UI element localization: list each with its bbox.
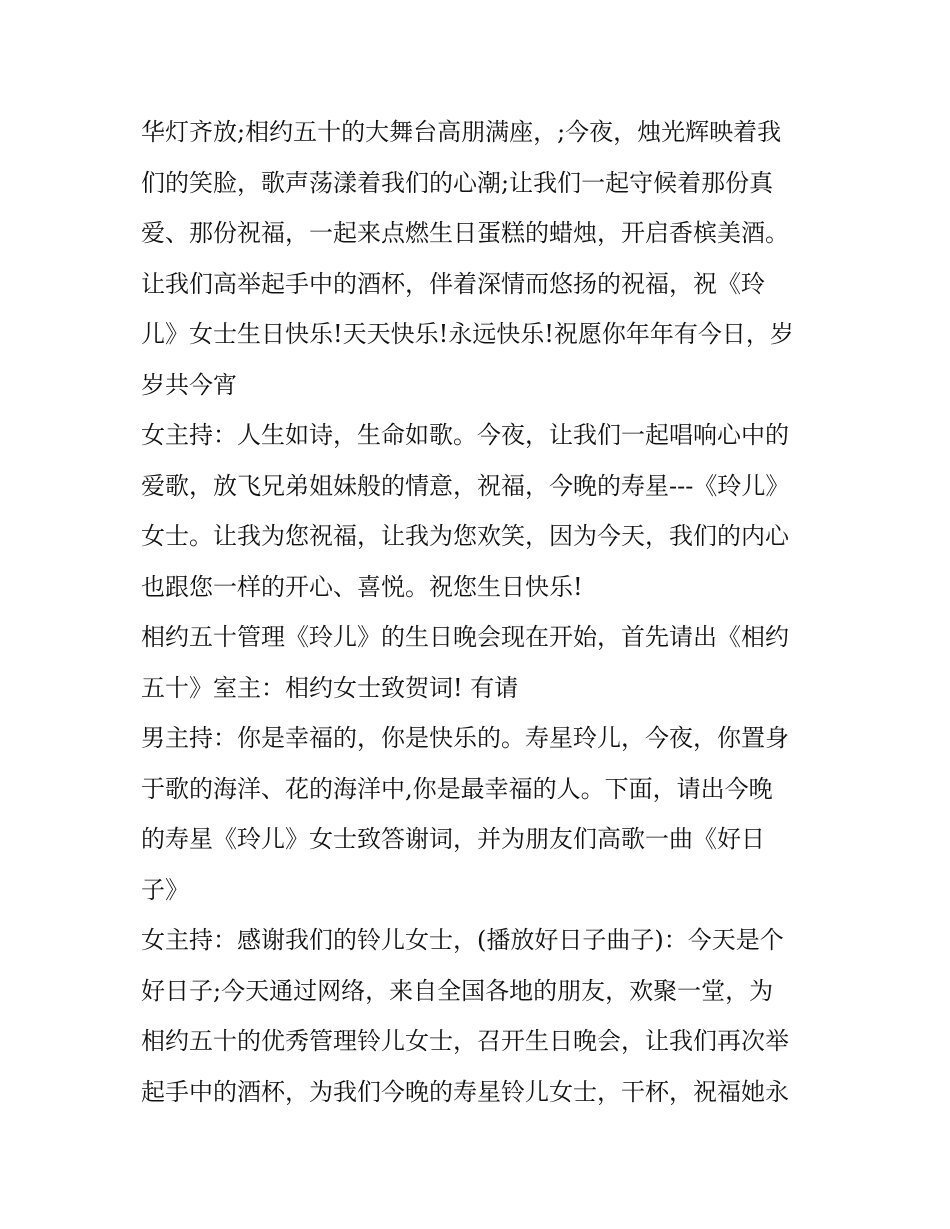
text-line: 们的笑脸，歌声荡漾着我们的心潮;让我们一起守候着那份真 — [141, 168, 774, 197]
text-line: 子》 — [141, 875, 189, 904]
text-line: 儿》女士生日快乐!天天快乐!永远快乐!祝愿你年年有今日，岁 — [141, 320, 794, 348]
text-line: 起手中的酒杯，为我们今晚的寿星铃儿女士，干杯，祝福她永 — [141, 1077, 789, 1106]
text-line: 华灯齐放;相约五十的大舞台高朋满座，;今夜，烛光辉映着我 — [141, 118, 782, 146]
text-line: 爱、那份祝福，一起来点燃生日蛋糕的蜡烛，开启香槟美酒。 — [141, 219, 789, 247]
text-line: 五十》室主：相约女士致贺词! 有请 — [141, 673, 519, 702]
text-line: 让我们高举起手中的酒杯，伴着深情而悠扬的祝福，祝《玲 — [141, 269, 765, 298]
text-line: 岁共今宵 — [141, 370, 237, 399]
text-line: 相约五十的优秀管理铃儿女士，召开生日晚会，让我们再次举 — [141, 1027, 789, 1055]
text-line: 女士。让我为您祝福，让我为您欢笑，因为今天，我们的内心 — [141, 522, 789, 550]
text-line: 于歌的海洋、花的海洋中,你是最幸福的人。下面，请出今晚 — [141, 774, 773, 803]
document-body — [141, 107, 821, 1117]
text-line: 男主持：你是幸福的，你是快乐的。寿星玲儿，今夜，你置身 — [141, 724, 789, 752]
text-line: 女主持：感谢我们的铃儿女士，(播放好日子曲子)：今天是个 — [141, 926, 784, 954]
text-line: 女主持：人生如诗，生命如歌。今夜，让我们一起唱响心中的 — [141, 421, 789, 449]
text-line: 好日子;今天通过网络，来自全国各地的朋友，欢聚一堂，为 — [141, 976, 774, 1005]
text-line: 的寿星《玲儿》女士致答谢词，并为朋友们高歌一曲《好日 — [141, 825, 765, 853]
text-line: 也跟您一样的开心、喜悦。祝您生日快乐! — [141, 572, 583, 601]
text-line: 爱歌，放飞兄弟姐妹般的情意，祝福，今晚的寿星---《玲儿》 — [141, 471, 790, 500]
text-line: 相约五十管理《玲儿》的生日晚会现在开始，首先请出《相约 — [141, 623, 789, 651]
